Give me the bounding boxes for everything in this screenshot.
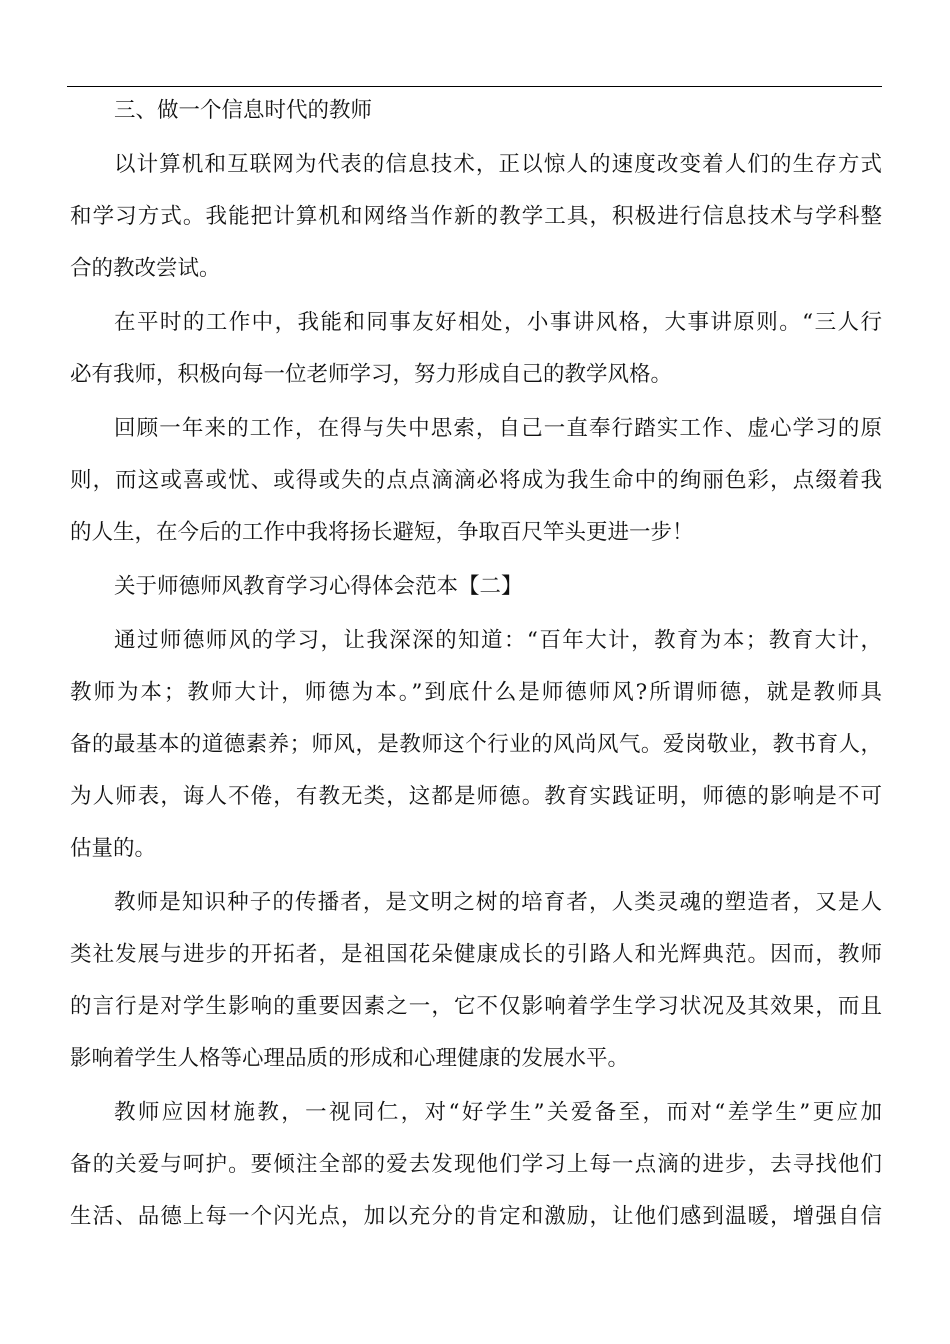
- paragraph-line: 备的关爱与呵护。要倾注全部的爱去发现他们学习上每一点滴的进步，去寻找他们: [70, 1152, 882, 1177]
- paragraph-line: 合的教改尝试。: [70, 256, 221, 281]
- paragraph-line: 教师是知识种子的传播者，是文明之树的培育者，人类灵魂的塑造者，又是人: [114, 890, 882, 915]
- paragraph-line: 和学习方式。我能把计算机和网络当作新的教学工具，积极进行信息技术与学科整: [70, 204, 882, 229]
- document-body: [70, 94, 882, 1232]
- paragraph-line: 通过师德师风的学习，让我深深的知道：“百年大计，教育为本；教育大计，: [114, 628, 882, 653]
- paragraph-line: 类社发展与进步的开拓者，是祖国花朵健康成长的引路人和光辉典范。因而，教师: [70, 942, 882, 967]
- paragraph-line: 则，而这或喜或忧、或得或失的点点滴滴必将成为我生命中的绚丽色彩，点缀着我: [70, 468, 882, 493]
- paragraph-line: 生活、品德上每一个闪光点，加以充分的肯定和激励，让他们感到温暖，增强自信: [70, 1204, 882, 1229]
- paragraph-line: 的人生，在今后的工作中我将扬长避短，争取百尺竿头更进一步！: [70, 520, 694, 545]
- paragraph-line: 在平时的工作中，我能和同事友好相处，小事讲风格，大事讲原则。“三人行: [114, 310, 882, 335]
- paragraph-line: 回顾一年来的工作，在得与失中思索，自己一直奉行踏实工作、虚心学习的原: [114, 416, 882, 441]
- paragraph-line: 以计算机和互联网为代表的信息技术，正以惊人的速度改变着人们的生存方式: [114, 152, 882, 177]
- paragraph-line: 影响着学生人格等心理品质的形成和心理健康的发展水平。: [70, 1046, 630, 1071]
- section-heading: 关于师德师风教育学习心得体会范本【二】: [114, 574, 523, 599]
- section-heading: 三、做一个信息时代的教师: [114, 98, 373, 123]
- paragraph-line: 教师为本；教师大计，师德为本。”到底什么是师德师风?所谓师德，就是教师具: [70, 680, 882, 705]
- paragraph-line: 必有我师，积极向每一位老师学习，努力形成自己的教学风格。: [70, 362, 673, 387]
- paragraph-line: 备的最基本的道德素养；师风，是教师这个行业的风尚风气。爱岗敬业，教书育人，: [70, 732, 882, 757]
- paragraph-line: 估量的。: [70, 836, 157, 861]
- paragraph-line: 教师应因材施教，一视同仁，对“好学生”关爱备至，而对“差学生”更应加: [114, 1100, 882, 1125]
- paragraph-line: 的言行是对学生影响的重要因素之一，它不仅影响着学生学习状况及其效果，而且: [70, 994, 882, 1019]
- header-rule: [67, 86, 882, 87]
- paragraph-line: 为人师表，诲人不倦，有教无类，这都是师德。教育实践证明，师德的影响是不可: [70, 784, 882, 809]
